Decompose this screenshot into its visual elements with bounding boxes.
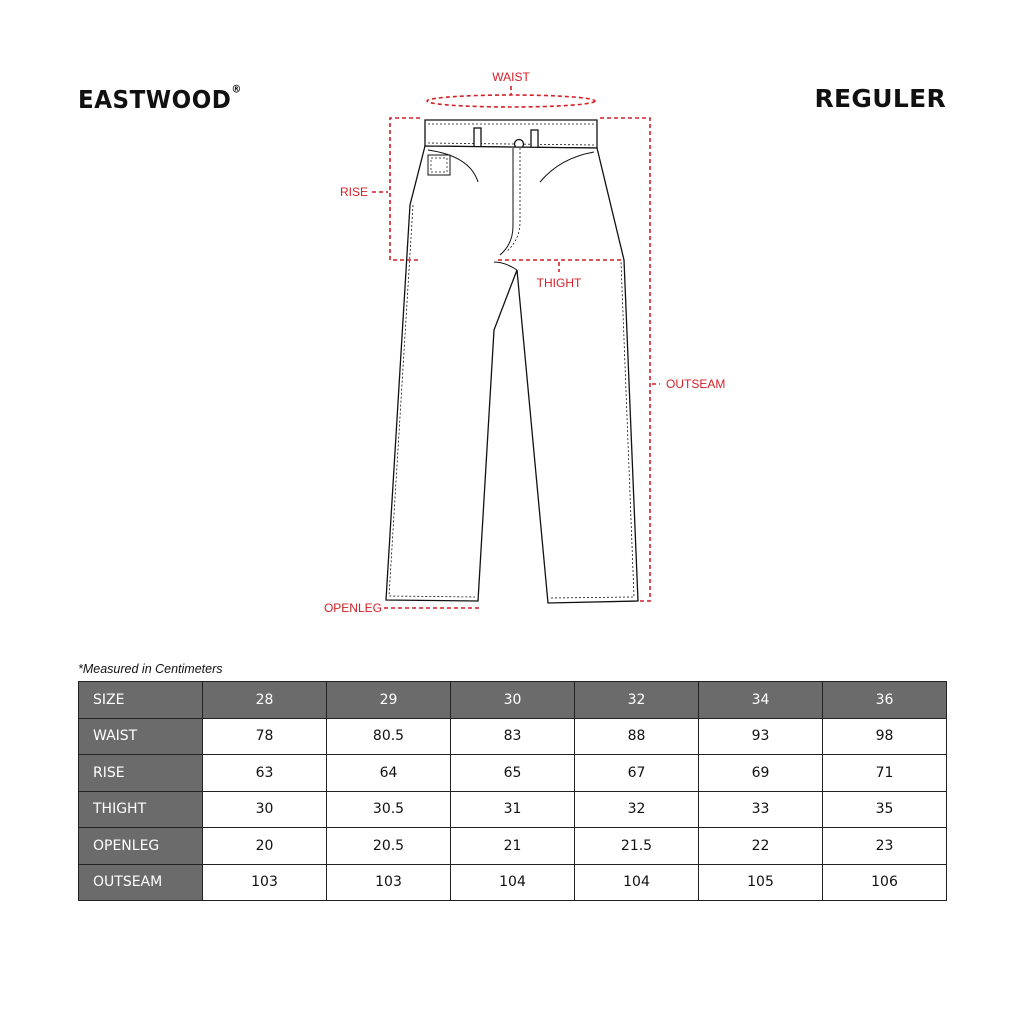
size-chart-table (78, 681, 947, 901)
table-cell: 103 (203, 864, 327, 901)
units-note: *Measured in Centimeters (78, 662, 223, 676)
registered-mark: ® (231, 83, 242, 96)
table-cell: 78 (203, 718, 327, 755)
waist-label: WAIST (492, 70, 530, 84)
table-cell: 69 (699, 755, 823, 792)
size-header: 28 (203, 682, 327, 719)
jeans-outline (386, 120, 638, 603)
row-label: OPENLEG (79, 828, 203, 865)
size-header: 36 (823, 682, 947, 719)
rise-label: RISE (339, 185, 368, 199)
row-label: THIGHT (79, 791, 203, 828)
row-label: RISE (79, 755, 203, 792)
table-cell: 20.5 (327, 828, 451, 865)
table-header-row (79, 682, 947, 719)
table-cell: 98 (823, 718, 947, 755)
table-cell: 35 (823, 791, 947, 828)
fit-title: REGULER (814, 84, 946, 113)
table-row (79, 828, 947, 865)
thight-label: THIGHT (536, 276, 582, 290)
table-cell: 65 (451, 755, 575, 792)
table-cell: 21.5 (575, 828, 699, 865)
table-cell: 105 (699, 864, 823, 901)
table-cell: 106 (823, 864, 947, 901)
outseam-label: OUTSEAM (666, 377, 726, 391)
row-label: WAIST (79, 718, 203, 755)
table-cell: 63 (203, 755, 327, 792)
size-header: 34 (699, 682, 823, 719)
table-row (79, 791, 947, 828)
table-cell: 32 (575, 791, 699, 828)
table-cell: 104 (575, 864, 699, 901)
table-cell: 103 (327, 864, 451, 901)
table-cell: 93 (699, 718, 823, 755)
table-cell: 88 (575, 718, 699, 755)
table-corner-label: SIZE (79, 682, 203, 719)
table-row (79, 718, 947, 755)
table-cell: 104 (451, 864, 575, 901)
table-cell: 22 (699, 828, 823, 865)
table-cell: 33 (699, 791, 823, 828)
table-cell: 21 (451, 828, 575, 865)
size-header: 30 (451, 682, 575, 719)
table-cell: 23 (823, 828, 947, 865)
size-header: 32 (575, 682, 699, 719)
table-row (79, 864, 947, 901)
table-cell: 30 (203, 791, 327, 828)
brand-name: EASTWOOD (78, 86, 232, 115)
table-cell: 80.5 (327, 718, 451, 755)
table-cell: 30.5 (327, 791, 451, 828)
table-cell: 71 (823, 755, 947, 792)
row-label: OUTSEAM (79, 864, 203, 901)
table-cell: 31 (451, 791, 575, 828)
size-header: 29 (327, 682, 451, 719)
table-row (79, 755, 947, 792)
table-cell: 67 (575, 755, 699, 792)
table-cell: 83 (451, 718, 575, 755)
table-cell: 64 (327, 755, 451, 792)
openleg-label: OPENLEG (323, 601, 382, 615)
table-cell: 20 (203, 828, 327, 865)
